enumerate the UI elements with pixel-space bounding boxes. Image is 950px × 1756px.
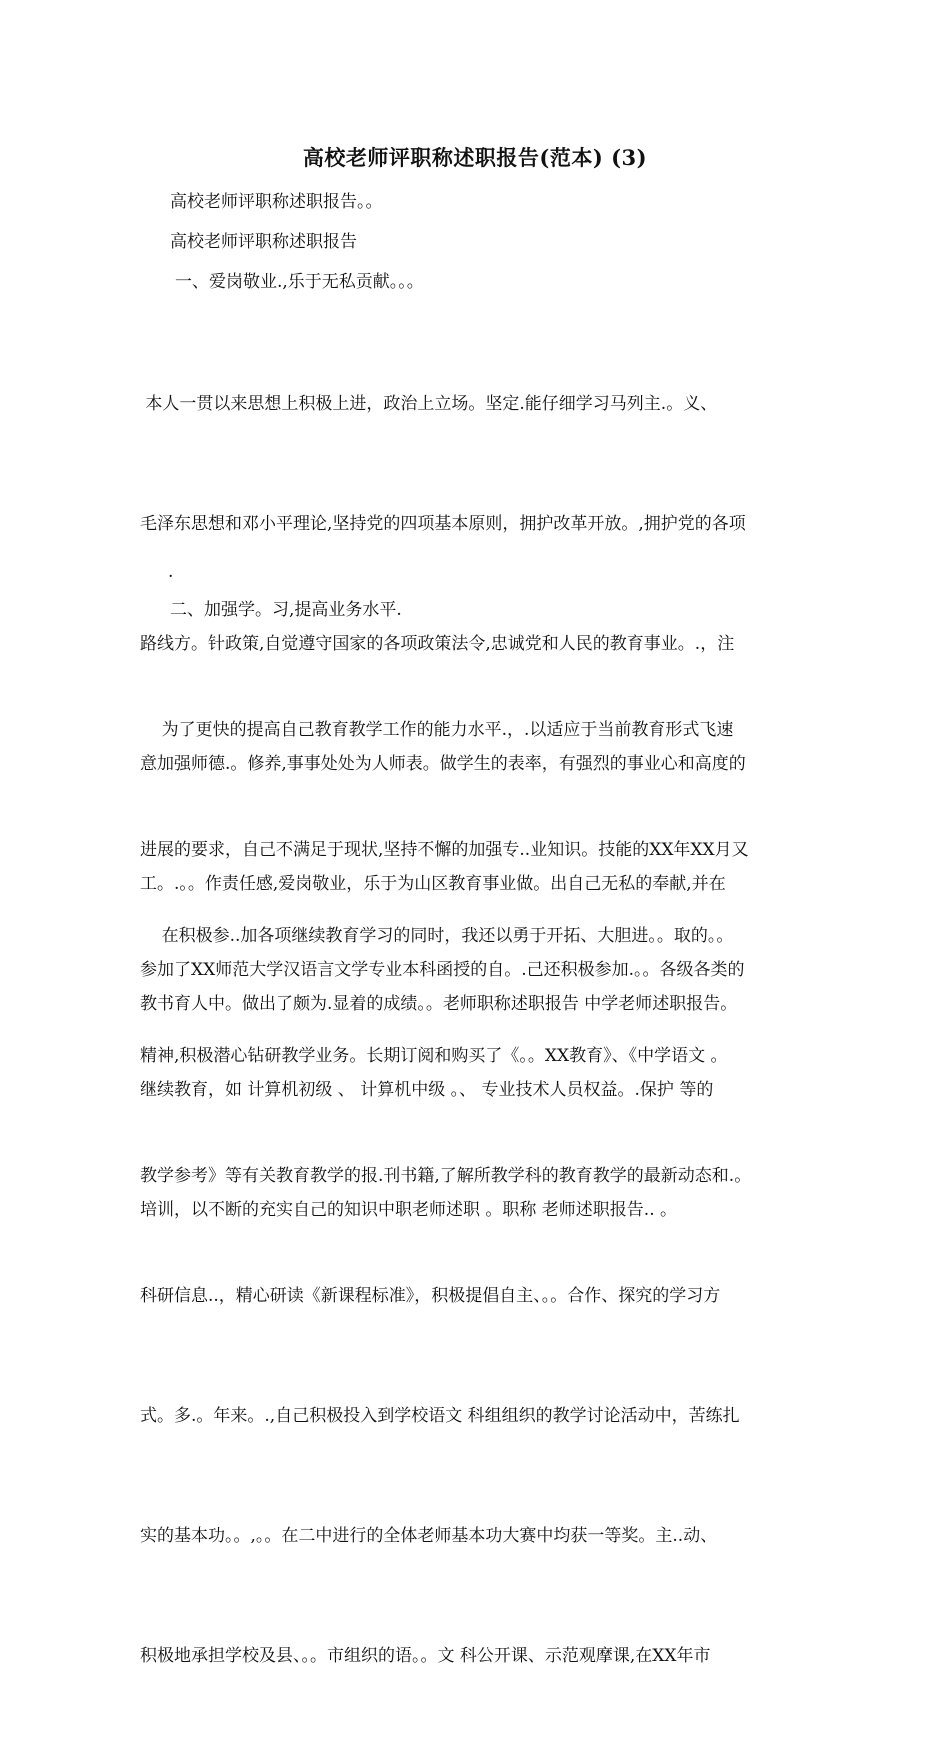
paragraph-line: 式。多.。年来。.,自己积极投入到学校语文 科组组织的教学讨论活动中，苦练扎 <box>140 1406 740 1426</box>
paragraph-line: 在积极参..加各项继续教育学习的同时，我还以勇于开拓、大胆进。。取的。。 <box>140 926 734 946</box>
paragraph-line: 积极地承担学校及县、。。市组织的语。。文 科公开课、示范观摩课,在XX年市 <box>140 1646 711 1666</box>
report-heading: 高校老师评职称述职报告 <box>170 232 357 252</box>
dot-line: . <box>168 562 174 582</box>
section-2-heading: 二、加强学。习,提高业务水平. <box>170 600 402 620</box>
paragraph-line: 毛泽东思想和邓小平理论,坚持党的四项基本原则，拥护改革开放。,拥护党的各项 <box>140 514 746 534</box>
paragraph-line: 精神,积极潜心钻研教学业务。长期订阅和购买了《。。XX教育》、《中学语文 。 <box>140 1046 728 1066</box>
paragraph-line: 工。.。。作责任感,爱岗敬业，乐于为山区教育事业做。出自己无私的奉献,并在 <box>140 874 726 894</box>
paragraph-line: 实的基本功。。,。。在二中进行的全体老师基本功大赛中均获一等奖。主..动、 <box>140 1526 718 1546</box>
section-2-paragraph-2 <box>140 836 820 1756</box>
paragraph-line: 继续教育，如 计算机初级 、 计算机中级 。、 专业技术人员权益。.保护 等的 <box>140 1080 714 1100</box>
paragraph-line: 本人一贯以来思想上积极上进，政治上立场。坚定.能仔细学习马列主.。义、 <box>140 394 718 414</box>
paragraph-line: 为了更快的提高自己教育教学工作的能力水平.，.以适应于当前教育形式飞速 <box>140 720 734 740</box>
document-title: 高校老师评职称述职报告(范本) (3) <box>302 145 648 170</box>
paragraph-line: 意加强师德.。修养,事事处处为人师表。做学生的表率，有强烈的事业心和高度的 <box>140 754 746 774</box>
paragraph-line: 进展的要求，自己不满足于现状,坚持不懈的加强专..业知识。技能的XX年XX月又 <box>140 840 749 860</box>
paragraph-line: 参加了XX师范大学汉语言文学专业本科函授的自。.己还积极参加.。。各级各类的 <box>140 960 745 980</box>
section-1-heading: 一、爱岗敬业.,乐于无私贡献。。。 <box>175 272 424 292</box>
paragraph-line: 科研信息..，精心研读《新课程标准》，积极提倡自主、。。合作、探究的学习方 <box>140 1286 721 1306</box>
paragraph-line: 培训，以不断的充实自己的知识中职老师述职 。职称 老师述职报告.. 。 <box>140 1200 678 1220</box>
paragraph-line: 教书育人中。做出了颇为.显着的成绩。。老师职称述职报告 中学老师述职报告。 <box>140 994 738 1014</box>
paragraph-line: 路线方。针政策,自觉遵守国家的各项政策法令,忠诚党和人民的教育事业。.，注 <box>140 634 735 654</box>
subtitle-line: 高校老师评职称述职报告。。 <box>170 192 383 212</box>
paragraph-line: 教学参考》等有关教育教学的报.刊书籍,了解所教学科的教育教学的最新动态和.。 <box>140 1166 752 1186</box>
